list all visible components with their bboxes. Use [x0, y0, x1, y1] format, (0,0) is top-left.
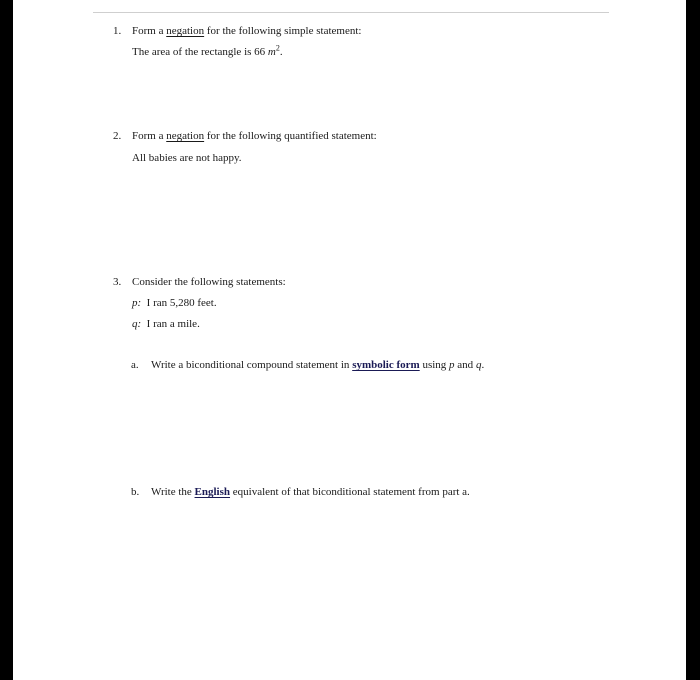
question-1-prompt-after: for the following simple statement: [204, 25, 362, 37]
document-page [13, 0, 686, 680]
question-1-statement-exp: 2 [275, 43, 280, 53]
statement-p [132, 296, 217, 310]
part-b-label: b. [131, 486, 140, 498]
part-b-emphasis: English [194, 486, 231, 498]
part-a-text [151, 358, 484, 372]
part-a-and: and [454, 359, 476, 371]
question-2-statement: All babies are not happy. [132, 152, 242, 164]
part-a-var-q: q [475, 359, 482, 371]
question-1-number: 1. [113, 25, 122, 37]
part-a-before: Write a biconditional compound statement in [151, 359, 353, 371]
statement-p-text: I ran 5,280 feet. [146, 297, 217, 309]
part-a-middle: using [419, 359, 450, 371]
question-3-number: 3. [113, 276, 122, 288]
question-1-negation-term: negation [166, 25, 205, 37]
question-1-statement-end: . [279, 46, 283, 58]
question-2-prompt-before: Form a [132, 130, 167, 142]
part-a-emphasis: symbolic form [352, 359, 420, 371]
statement-q-text: I ran a mile. [146, 318, 200, 330]
question-2-prompt-after: for the following quantified statement: [204, 130, 377, 142]
question-1-prompt [132, 24, 361, 38]
question-1-statement [132, 45, 283, 59]
statement-q-label: q: [132, 318, 142, 330]
statement-q [132, 317, 200, 331]
part-a-end: . [481, 359, 485, 371]
top-divider [93, 12, 609, 13]
question-1-prompt-before: Form a [132, 25, 167, 37]
question-1-statement-var: m [267, 46, 276, 58]
part-b-text [151, 485, 470, 499]
question-2-number: 2. [113, 130, 122, 142]
question-1-statement-text: The area of the rectangle is 66 [132, 46, 268, 58]
question-2-negation-term: negation [166, 130, 205, 142]
question-2-prompt [132, 129, 377, 143]
statement-p-label: p: [132, 297, 142, 309]
part-b-before: Write the [151, 486, 195, 498]
part-a-label: a. [131, 359, 139, 371]
part-b-after: equivalent of that biconditional statement from part a. [230, 486, 470, 498]
part-a-var-p: p [449, 359, 455, 371]
question-3-prompt: Consider the following statements: [132, 276, 286, 288]
